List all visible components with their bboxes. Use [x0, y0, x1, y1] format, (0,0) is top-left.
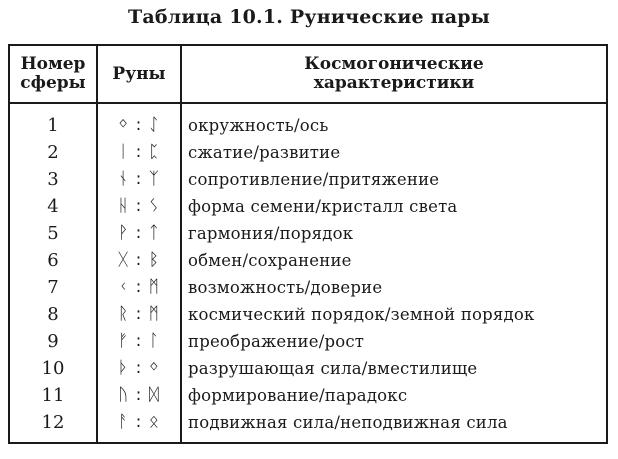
sphere-number: 3 — [47, 169, 59, 190]
header-runes-label: Руны — [112, 63, 166, 84]
header-characteristics-line2: характеристики — [313, 73, 475, 93]
header-characteristics-line1: Космогонические — [304, 54, 484, 74]
sphere-number: 1 — [47, 115, 59, 136]
table-row — [10, 301, 606, 328]
table-row — [10, 166, 606, 193]
header-divider — [10, 102, 606, 104]
cosmogonic-characteristic: космический порядок/земной порядок — [188, 305, 535, 324]
rune-pair: ᚦ : ᛜ — [118, 358, 160, 378]
cosmogonic-characteristic: разрушающая сила/вместилище — [188, 359, 478, 378]
cosmogonic-characteristic: возможность/доверие — [188, 278, 383, 297]
runic-pairs-table — [8, 44, 608, 444]
table-row — [10, 220, 606, 247]
header-sphere-number-line1: Номер — [20, 54, 86, 74]
cosmogonic-characteristic: сопротивление/притяжение — [188, 170, 440, 189]
table-row — [10, 193, 606, 220]
cosmogonic-characteristic: формирование/парадокс — [188, 386, 408, 405]
rune-pair: ᚹ : ᛏ — [118, 223, 160, 243]
sphere-number: 10 — [41, 358, 65, 379]
cosmogonic-characteristic: преображение/рост — [188, 332, 365, 351]
header-sphere-number — [10, 46, 96, 102]
sphere-number: 12 — [41, 412, 65, 433]
cosmogonic-characteristic: гармония/порядок — [188, 224, 354, 243]
rune-pair: ᚨ : ᛟ — [118, 412, 160, 432]
table-row — [10, 139, 606, 166]
table-row — [10, 409, 606, 436]
rune-pair: ᚠ : ᛚ — [118, 331, 160, 351]
sphere-number: 9 — [47, 331, 59, 352]
header-characteristics — [182, 46, 606, 102]
cosmogonic-characteristic: сжатие/развитие — [188, 143, 341, 162]
cosmogonic-characteristic: форма семени/кристалл света — [188, 197, 458, 216]
rune-pair: ᛜ : ᛇ — [118, 115, 160, 135]
sphere-number: 4 — [47, 196, 59, 217]
sphere-number: 2 — [47, 142, 59, 163]
cosmogonic-characteristic: обмен/сохранение — [188, 251, 352, 270]
cosmogonic-characteristic: подвижная сила/неподвижная сила — [188, 413, 508, 432]
header-sphere-number-line2: сферы — [20, 73, 86, 93]
rune-pair: ᚢ : ᛞ — [118, 385, 160, 405]
table-row — [10, 382, 606, 409]
table-row — [10, 274, 606, 301]
rune-pair: ᚾ : ᛉ — [118, 169, 160, 189]
table-body — [10, 112, 606, 436]
table-caption: Таблица 10.1. Рунические пары — [128, 6, 490, 28]
cosmogonic-characteristic: окружность/ось — [188, 116, 329, 135]
header-runes — [98, 46, 180, 102]
sphere-number: 11 — [41, 385, 65, 406]
sphere-number: 5 — [47, 223, 59, 244]
rune-pair: ᚱ : ᛗ — [118, 304, 160, 324]
sphere-number: 7 — [47, 277, 59, 298]
sphere-number: 8 — [47, 304, 59, 325]
rune-pair: ᛁ : ᛈ — [118, 142, 160, 162]
table-row — [10, 247, 606, 274]
table-row — [10, 328, 606, 355]
table-row — [10, 355, 606, 382]
rune-pair: ᚲ : ᛗ — [118, 277, 160, 297]
rune-pair: ᚺ : ᛊ — [118, 196, 160, 216]
rune-pair: ᚷ : ᛒ — [118, 250, 160, 270]
sphere-number: 6 — [47, 250, 59, 271]
table-row — [10, 112, 606, 139]
